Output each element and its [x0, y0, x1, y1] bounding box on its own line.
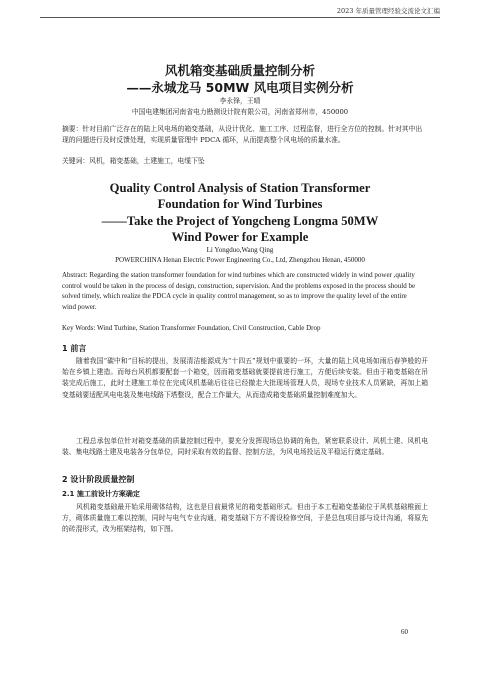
page-number: 60	[401, 628, 408, 636]
en-title-line1: Quality Control Analysis of Station Transformer	[109, 181, 371, 195]
cn-abstract: 摘要：针对目前广泛存在的陆上风电场的箱变基础，从设计优化、施工工序、过程监督，进行全方位的控制。针对其中出现的问题进行及时反馈处理，实现质量管理中 PDCA 循环，从而提高整个风电场的质量水准。	[62, 125, 423, 144]
en-title-line3: ——Take the Project of Yongcheng Longma 50MW	[101, 213, 379, 228]
header-divider	[40, 17, 440, 18]
en-title-line2: Foundation for Wind Turbines	[157, 197, 323, 212]
cn-affiliation: 中国电建集团河南省电力勘测设计院有限公司，河南省郑州市，450000	[131, 108, 349, 116]
cn-authors: 李永锋，王晴	[219, 97, 261, 105]
cn-title-line1: 风机箱变基础质量控制分析	[164, 63, 315, 78]
section-2-1-paragraph-1: 风机箱变基础最开始采用砌体结构，这也是目前最常见的箱变基础形式。但由于本工程箱变基础位于风机基础椎面上方，砌体质量施工难以控制，同时与电气专业沟通，箱变基础下方不需设检修空间，于是总包项目部与设计沟通，将原先的砖混形式，改为框架结构，如下图。	[62, 503, 428, 534]
en-title	[0, 180, 480, 246]
en-title-line4: Wind Power for Example	[171, 230, 309, 245]
section-2-1-heading: 2.1 施工前设计方案确定	[62, 490, 140, 498]
section-1-paragraph-1: 随着我国“碳中和”目标的提出，发展清洁能源成为“十四五”规划中重要的一环，大量的陆上风电场如雨后春笋般的开始在乡镇上建造。而每台风机都要配套一个箱变，因而箱变基础就要提前进行施工，方便后续安装。但由于箱变基础在吊装完成后施工，此时土建施工单位在完成风机基础后往往已经撤走大批现场管理人员，现场专业技术人员紧缺，再加上箱变基础要适配风电电装及集电线路下塔整设，配合工作量大，从而造成箱变基础质量控制难度加大。	[62, 357, 428, 399]
running-head: 2023 年质量管理经验交流论文汇编	[336, 7, 440, 15]
cn-title-line2: ——永城龙马 50MW 风电项目实例分析	[126, 80, 354, 95]
section-1-paragraph-2: 工程总承包单位针对箱变基础的质量控制过程中，要充分发挥现场总协调的角色，紧密联系设计、风机土建、风机电装、集电线路土建及电装各分包单位，同时采取有效的监督、控制方法，为风电场投运及平稳运行奠定基础。	[62, 437, 428, 457]
cn-keywords: 关键词：风机，箱变基础，土建施工，电缆下坠	[62, 157, 205, 165]
section-2-heading: 2 设计阶段质量控制	[62, 475, 135, 484]
en-affiliation: POWERCHINA Henan Electric Power Engineering Co., Ltd, Zhengzhou Henan, 450000	[115, 256, 365, 264]
en-authors: Li Yongduo,Wang Qing	[206, 246, 274, 254]
en-keywords: Key Words: Wind Turbine, Station Transformer Foundation, Civil Construction, Cable Drop	[62, 324, 321, 332]
cn-title	[0, 62, 480, 96]
en-abstract: Abstract: Regarding the station transformer foundation for wind turbines which are constructed widely in wind power ,quality control would be taken in the process of design, construction, supervision. And the problems exposed in the process should be solved timely, which realize the PDCA cycle in quality control management, so as to improve the quality level of the entire wind power.	[62, 271, 416, 311]
section-1-heading: 1 前言	[62, 344, 87, 353]
